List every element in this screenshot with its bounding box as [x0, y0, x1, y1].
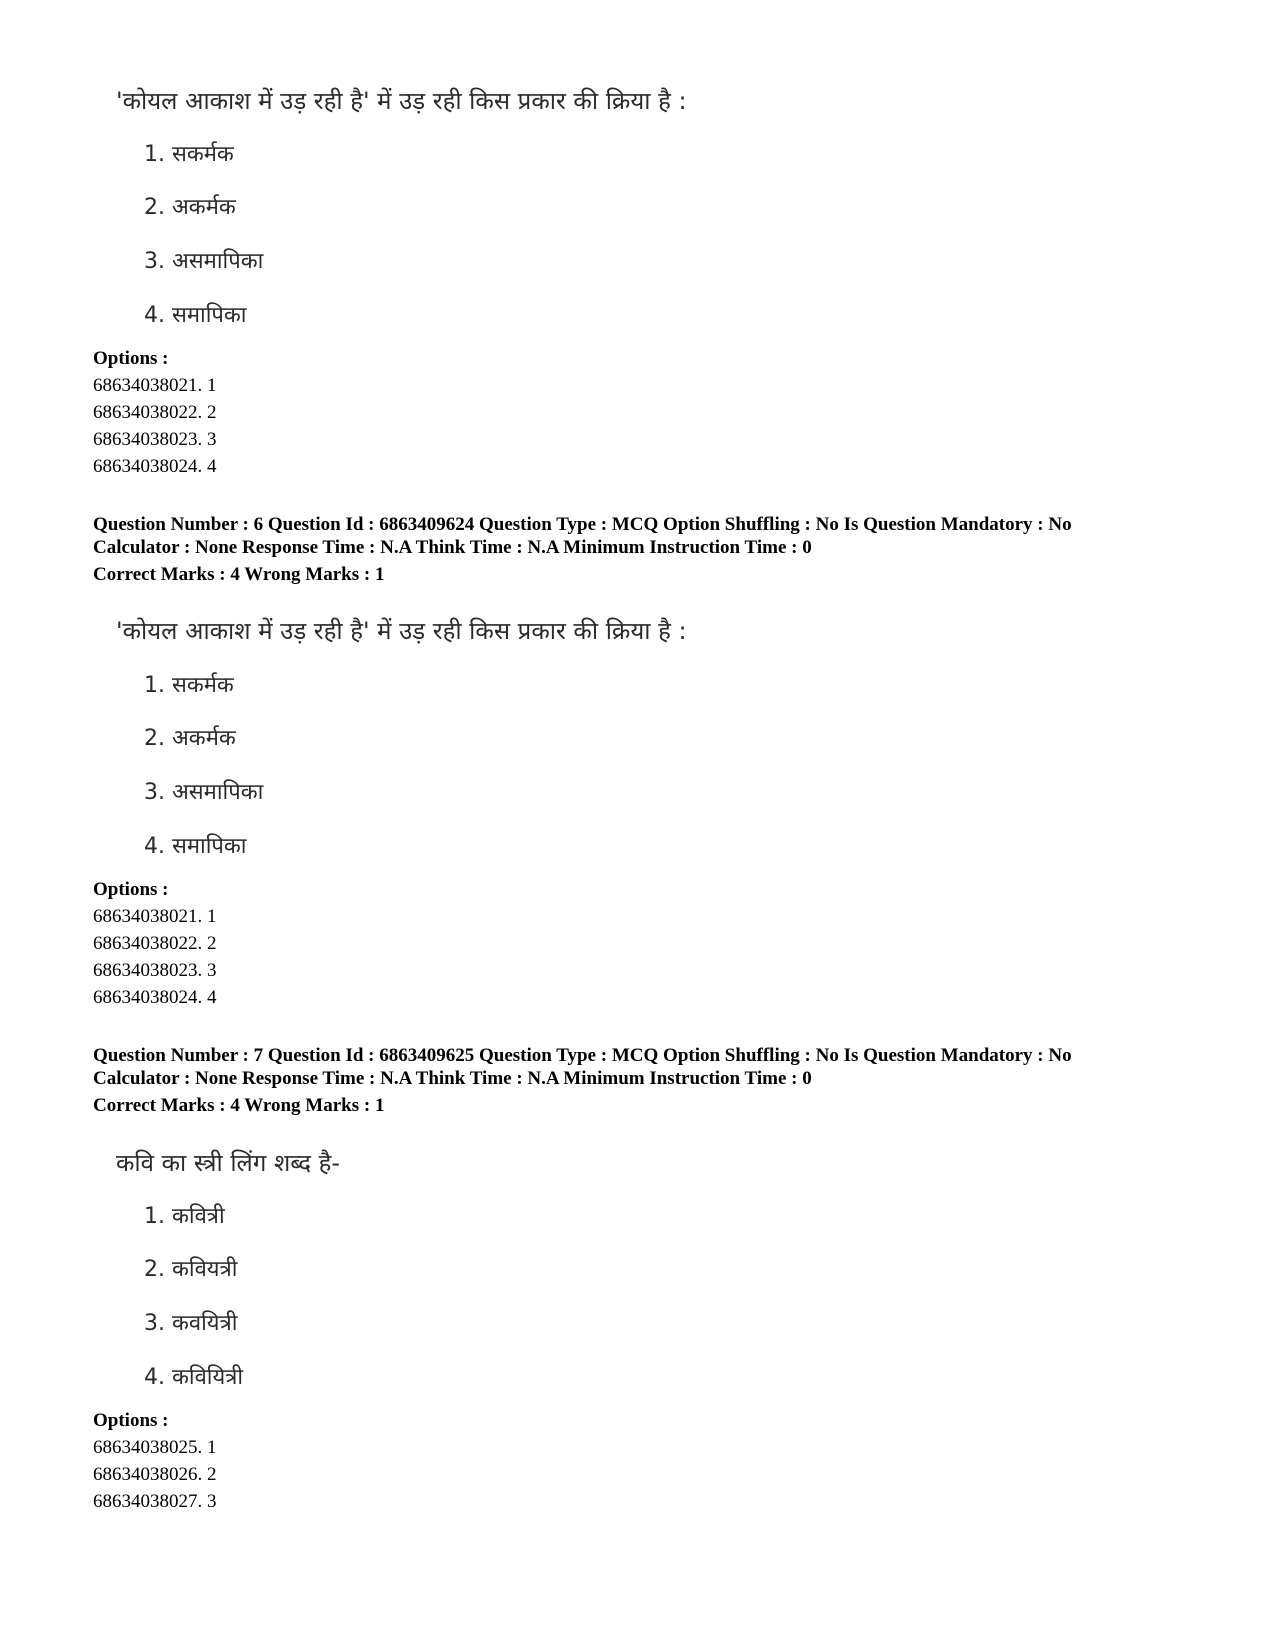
option-item: 68634038021. 1	[93, 906, 217, 927]
option-item: 68634038025. 1	[93, 1437, 217, 1458]
choice-2: 2. कवियत्री	[144, 1257, 238, 1282]
option-item: 68634038023. 3	[93, 429, 217, 450]
question-meta-line-2: Calculator : None Response Time : N.A Think Time : N.A Minimum Instruction Time : 0	[93, 1068, 812, 1089]
question-marks: Correct Marks : 4 Wrong Marks : 1	[93, 1095, 385, 1116]
options-label: Options :	[93, 348, 169, 369]
option-item: 68634038021. 1	[93, 375, 217, 396]
option-item: 68634038023. 3	[93, 960, 217, 981]
question-text: 'कोयल आकाश में उड़ रही है' में उड़ रही किस प्रकार की क्रिया है :	[116, 617, 687, 645]
choice-4: 4. समापिका	[144, 834, 247, 859]
choice-1: 1. सकर्मक	[144, 673, 234, 698]
choice-1: 1. कवित्री	[144, 1204, 225, 1229]
choice-3: 3. कवयित्री	[144, 1311, 238, 1336]
question-meta-line-1: Question Number : 7 Question Id : 6863409625 Question Type : MCQ Option Shuffling : No Is Question Mandatory : No	[93, 1045, 1072, 1066]
choice-4: 4. कवियित्री	[144, 1365, 244, 1390]
choice-2: 2. अकर्मक	[144, 726, 236, 751]
option-item: 68634038024. 4	[93, 456, 217, 477]
option-item: 68634038022. 2	[93, 402, 217, 423]
question-text: कवि का स्त्री लिंग शब्द है-	[116, 1149, 341, 1177]
choice-3: 3. असमापिका	[144, 780, 264, 805]
options-label: Options :	[93, 1410, 169, 1431]
option-item: 68634038024. 4	[93, 987, 217, 1008]
option-item: 68634038022. 2	[93, 933, 217, 954]
question-text: 'कोयल आकाश में उड़ रही है' में उड़ रही किस प्रकार की क्रिया है :	[116, 87, 687, 115]
choice-4: 4. समापिका	[144, 303, 247, 328]
option-item: 68634038026. 2	[93, 1464, 217, 1485]
choice-2: 2. अकर्मक	[144, 195, 236, 220]
option-item: 68634038027. 3	[93, 1491, 217, 1512]
choice-3: 3. असमापिका	[144, 249, 264, 274]
options-label: Options :	[93, 879, 169, 900]
question-marks: Correct Marks : 4 Wrong Marks : 1	[93, 564, 385, 585]
question-meta-line-2: Calculator : None Response Time : N.A Think Time : N.A Minimum Instruction Time : 0	[93, 537, 812, 558]
question-meta-line-1: Question Number : 6 Question Id : 6863409624 Question Type : MCQ Option Shuffling : No Is Question Mandatory : No	[93, 514, 1072, 535]
choice-1: 1. सकर्मक	[144, 142, 234, 167]
